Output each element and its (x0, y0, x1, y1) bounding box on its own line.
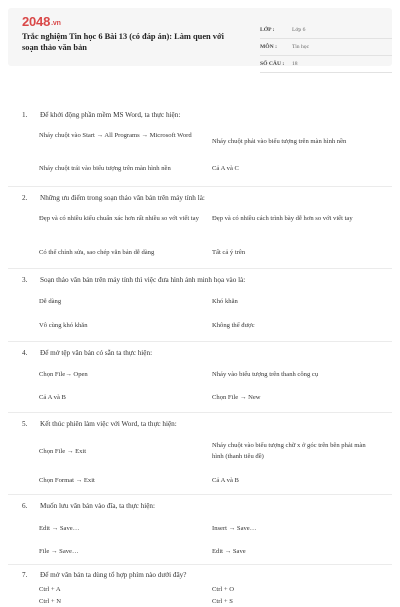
question-text: Soạn thảo văn bản trên máy tính thì việc đưa hình ảnh minh họa vào là: (40, 276, 246, 284)
question-text: Những ưu điểm trong soạn thảo văn bản trên máy tính là: (40, 194, 205, 202)
answer-option-c[interactable]: Ctrl + N (39, 598, 62, 605)
question-divider (8, 186, 392, 187)
question-number: 6. (22, 502, 28, 510)
question-number: 2. (22, 194, 28, 202)
meta-label: MÔN : (260, 44, 277, 50)
answer-option-a[interactable]: Chọn File→ Open (39, 371, 88, 378)
question-text: Để mở văn bản ta dùng tổ hợp phím nào dưới đây? (40, 571, 187, 579)
answer-option-a[interactable]: Đẹp và có nhiều kiểu chuẩn xác hơn rất nhiều so với viết tay (39, 215, 199, 222)
answer-option-c[interactable]: File → Save… (39, 548, 79, 555)
question-heading (22, 570, 186, 580)
answer-option-c[interactable]: Có thể chỉnh sửa, sao chép văn bản dễ dàng (39, 249, 155, 256)
question-heading (22, 110, 180, 120)
meta-label: LỚP : (260, 27, 275, 33)
question-divider (8, 494, 392, 495)
answer-option-b[interactable]: Insert → Save… (212, 525, 257, 532)
answer-option-b[interactable]: Nháy chuột vào biểu tượng chữ x ở góc trên bên phải màn hình (thanh tiêu đề) (212, 442, 366, 460)
answer-option-d[interactable]: Cả A và C (212, 165, 239, 172)
answer-option-d[interactable]: Cả A và B (212, 477, 239, 484)
answer-option-c[interactable]: Cả A và B (39, 394, 66, 401)
answer-option-b[interactable]: Nháy chuột phải vào biểu tượng trên màn hình nền (212, 138, 347, 145)
page-title: Trắc nghiệm Tin học 6 Bài 13 (có đáp án): Làm quen với soạn thảo văn bản (22, 32, 224, 52)
answer-option-a[interactable]: Edit → Save… (39, 525, 80, 532)
logo-text: 2048 (22, 14, 51, 29)
site-logo[interactable] (22, 14, 61, 29)
answer-option-d[interactable]: Không thể được (212, 322, 255, 329)
answer-option-d[interactable]: Edit → Save (212, 548, 246, 555)
answer-option-a[interactable]: Nháy chuột vào Start → All Programs → Microsoft Word (39, 132, 192, 139)
question-text: Kết thúc phiên làm việc với Word, ta thực hiện: (40, 420, 177, 428)
meta-label: SỐ CÂU : (260, 61, 285, 67)
question-heading (22, 348, 152, 358)
question-number: 4. (22, 349, 28, 357)
answer-option-a[interactable]: Dễ dàng (39, 298, 62, 305)
meta-row-class (260, 22, 392, 39)
question-text: Để khởi động phần mềm MS Word, ta thực hiện: (40, 111, 181, 119)
answer-option-c[interactable]: Nháy chuột trái vào biểu tượng trên màn hình nền (39, 165, 171, 172)
answer-option-c[interactable]: Vô cùng khó khăn (39, 322, 88, 329)
question-text: Để mở tệp văn bản có sẵn ta thực hiện: (40, 349, 153, 357)
question-text: Muốn lưu văn bản vào đĩa, ta thực hiện: (40, 502, 155, 510)
answer-option-d[interactable]: Tất cả ý trên (212, 249, 246, 256)
answer-option-b[interactable]: Nháy vào biểu tượng trên thanh công cụ (212, 371, 319, 378)
answer-option-b[interactable]: Đẹp và có nhiều cách trình bày dễ hơn so với viết tay (212, 215, 353, 222)
answer-option-c[interactable]: Chọn Format → Exit (39, 477, 95, 484)
worksheet-meta (260, 22, 392, 73)
answer-option-d[interactable]: Chọn File → New (212, 394, 261, 401)
question-divider (8, 341, 392, 342)
answer-option-b[interactable]: Khó khăn (212, 298, 238, 305)
worksheet-header (8, 8, 392, 66)
answer-option-a[interactable]: Ctrl + A (39, 586, 61, 593)
question-divider (8, 564, 392, 565)
question-number: 7. (22, 571, 28, 579)
meta-value: 18 (292, 61, 298, 67)
meta-value: Lớp 6 (292, 27, 306, 33)
meta-value: Tin học (292, 44, 310, 50)
question-divider (8, 412, 392, 413)
answer-option-d[interactable]: Ctrl + S (212, 598, 233, 605)
question-heading (22, 275, 245, 285)
meta-row-count (260, 56, 392, 73)
answer-option-b[interactable]: Ctrl + O (212, 586, 235, 593)
logo-suffix: .vn (51, 20, 61, 27)
question-heading (22, 501, 155, 511)
meta-row-subject (260, 39, 392, 56)
question-heading (22, 193, 205, 203)
answer-option-a[interactable]: Chọn File → Exit (39, 448, 87, 455)
question-divider (8, 268, 392, 269)
question-number: 5. (22, 420, 28, 428)
question-heading (22, 419, 177, 429)
question-number: 3. (22, 276, 28, 284)
question-number: 1. (22, 111, 28, 119)
